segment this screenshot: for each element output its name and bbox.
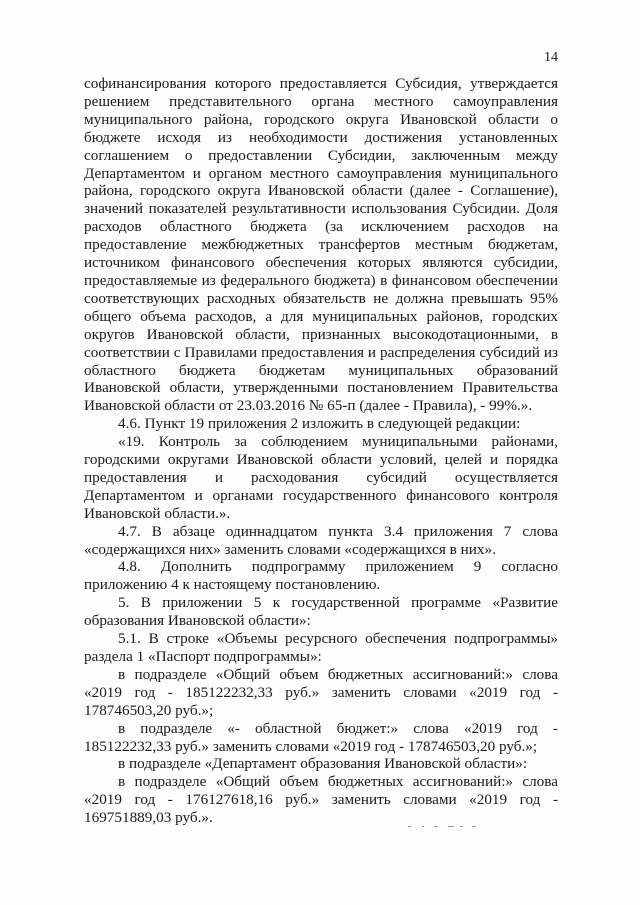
paragraph-department: в подразделе «Департамент образования Ивановской области»:: [118, 755, 528, 773]
paragraph-regional-budget: в подразделе «- областной бюджет:» слова «2019 год - 185122232,33 руб.» заменить словами «2019 год - 178746503,20 руб.»;: [84, 719, 558, 755]
document-body: [84, 75, 558, 827]
paragraph-5: 5. В приложении 5 к государственной программе «Развитие образования Ивановской области»:: [84, 594, 558, 630]
paragraph-quoted-19: «19. Контроль за соблюдением муниципальными районами, городскими округами Ивановской области условий, целей и порядка предоставления и расходования субсидий осуществляется Департаментом и органами государственного финансового контроля Ивановской области.».: [84, 433, 558, 522]
paragraph-total-budget: в подразделе «Общий объем бюджетных ассигнований:» слова «2019 год - 185122232,33 руб.» заменить словами «2019 год - 178746503,20 руб.»;: [84, 665, 558, 719]
scan-artifact-marks: [408, 824, 488, 830]
paragraph-4-8: 4.8. Дополнить подпрограмму приложением 9 согласно приложению 4 к настоящему постановлению.: [84, 558, 558, 594]
paragraph-department-total: в подразделе «Общий объем бюджетных ассигнований:» слова «2019 год - 176127618,16 руб.» заменить словами «2019 год - 169751889,03 руб.».: [84, 773, 558, 827]
paragraph-continuation: софинансирования которого предоставляется Субсидия, утверждается решением представительного органа местного самоуправления муниципального района, городского округа Ивановской области о бюджете исходя из необходимости достижения установленных соглашением о предоставлении Субсидии, заключенным между Департаментом и органом местного самоуправления муниципального района, городского округа Ивановской области (далее - Соглашение), значений показателей результативности использования Субсидии. Доля расходов областного бюджета (за исключением расходов на предоставление межбюджетных трансфертов местным бюджетам, источником финансового обеспечения которых являются субсидии, предоставляемые из федерального бюджета) в финансовом обеспечении соответствующих расходных обязательств не должна превышать 95% общего объема расходов, а для муниципальных районов, городских округов Ивановской области, признанных высокодотационными, в соответствии с Правилами предоставления и распределения субсидий из областного бюджета бюджетам муниципальных образований Ивановской области, утвержденными постановлением Правительства Ивановской области от 23.03.2016 № 65-п (далее - Правила), - 99%.».: [84, 75, 558, 415]
paragraph-4-7: 4.7. В абзаце одиннадцатом пункта 3.4 приложения 7 слова «содержащихся них» заменить словами «содержащихся в них».: [84, 522, 558, 558]
paragraph-5-1: 5.1. В строке «Объемы ресурсного обеспечения подпрограммы» раздела 1 «Паспорт подпрограммы»:: [84, 630, 558, 665]
paragraph-4-6: 4.6. Пункт 19 приложения 2 изложить в следующей редакции:: [118, 415, 521, 433]
page-number: 14: [544, 50, 558, 65]
